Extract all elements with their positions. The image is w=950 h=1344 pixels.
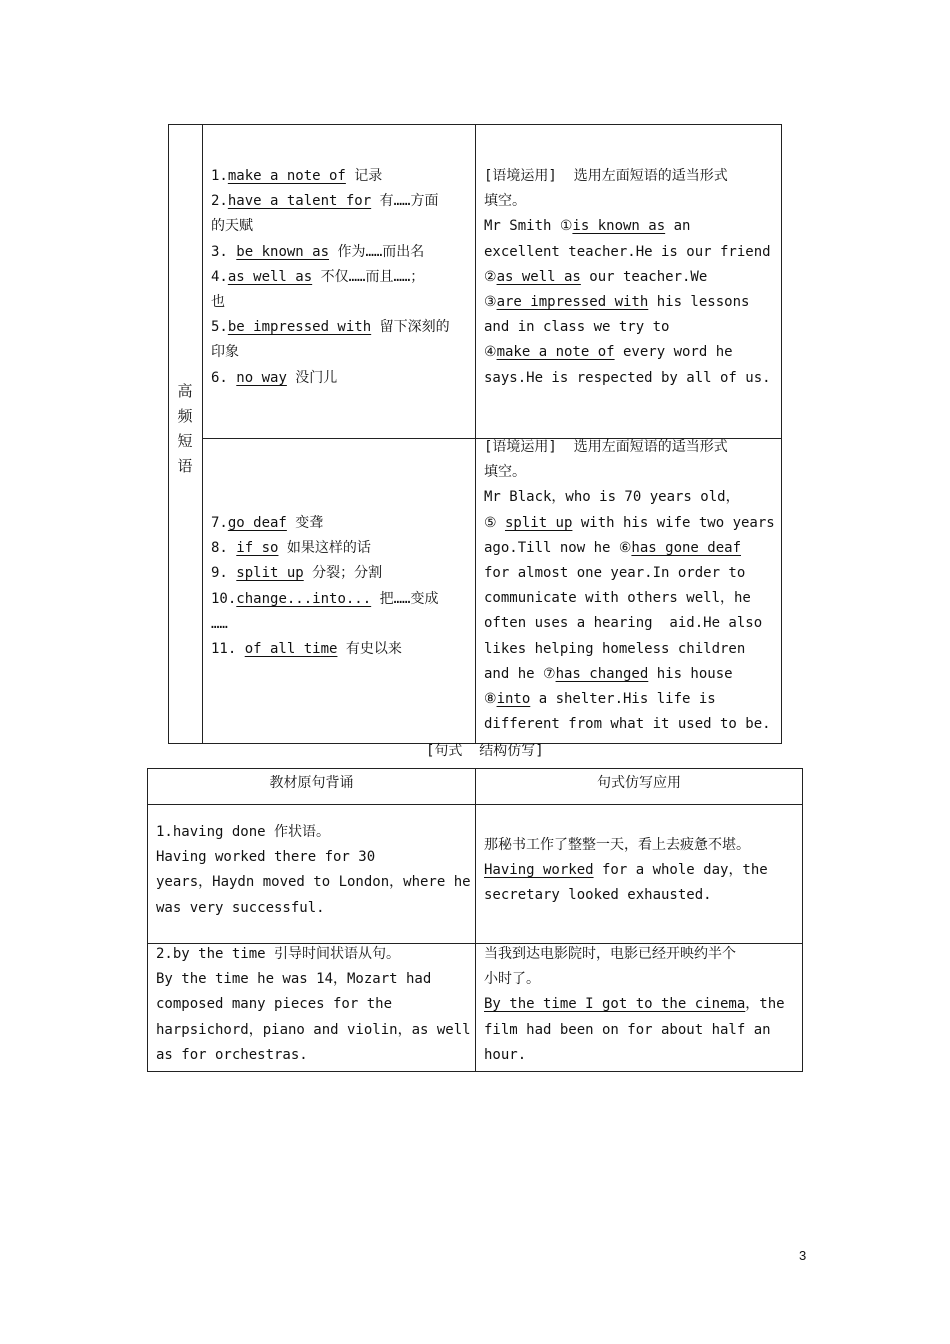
text-line: [484, 265, 707, 290]
answer-blank: is known as: [572, 218, 666, 235]
text-segment: 11.: [211, 641, 245, 657]
text-line: [484, 460, 526, 485]
text-line: [211, 637, 402, 662]
answer-blank: split up: [236, 565, 304, 582]
text-segment: 也: [211, 294, 225, 310]
text-segment: ，the: [745, 996, 785, 1013]
text-segment: communicate with others well，he: [484, 590, 751, 607]
text-segment: 记录: [345, 168, 383, 184]
text-segment: ⑧: [484, 691, 497, 707]
text-segment: hour.: [484, 1046, 527, 1063]
text-segment: often uses a hearing aid.He also: [484, 615, 763, 632]
text-segment: was very successful.: [156, 899, 325, 916]
text-segment: 小时了。: [484, 971, 540, 988]
text-segment: 10.: [211, 590, 237, 607]
text-segment: as for orchestras.: [156, 1046, 308, 1063]
text-line: [156, 992, 392, 1017]
text-line: [484, 586, 751, 611]
text-line: [484, 942, 736, 967]
answer-blank: By the time I got to the cinema: [484, 996, 746, 1013]
text-segment: composed many pieces for the: [156, 996, 393, 1013]
text-segment: 填空。: [484, 193, 526, 210]
text-line: [484, 833, 750, 858]
text-segment: 分裂；分割: [303, 565, 383, 582]
text-segment: ⑤: [484, 514, 505, 531]
text-segment: [语境运用] 选用左面短语的适当形式: [484, 168, 728, 184]
text-line: [211, 536, 371, 561]
text-segment: 2.by the time 引导时间状语从句。: [156, 946, 401, 962]
text-line: [156, 1043, 308, 1068]
answer-blank: as well as: [227, 268, 313, 285]
text-segment: secretary looked exhausted.: [484, 887, 712, 904]
text-segment: likes helping homeless children: [484, 640, 746, 657]
text-segment: Having worked there for 30: [156, 849, 376, 866]
text-segment: 3.: [211, 243, 237, 260]
text-line: [484, 290, 749, 315]
answer-blank: make a note of: [496, 344, 615, 361]
text-segment: 留下深刻的: [371, 319, 450, 336]
text-segment: Mr Black，who is 70 years old，: [484, 489, 740, 506]
text-segment: film had been on for about half an: [484, 1021, 771, 1038]
answer-blank: if so: [236, 540, 279, 557]
text-segment: 没门儿: [286, 369, 338, 386]
text-line: [484, 687, 716, 712]
text-segment: 不仅……而且……；: [312, 268, 425, 285]
text-line: [484, 611, 762, 636]
answer-blank: split up: [504, 514, 573, 531]
text-line: [211, 511, 323, 536]
answer-blank: be impressed with: [227, 319, 372, 336]
text-segment: 那秘书工作了整整一天，看上去疲惫不堪。: [484, 837, 750, 853]
answer-blank: are impressed with: [496, 294, 649, 310]
text-segment: years，Haydn moved to London，where he: [156, 874, 471, 891]
text-line: [484, 536, 741, 561]
text-line: [156, 1018, 471, 1043]
text-line: [211, 612, 228, 637]
text-line: [484, 637, 745, 662]
text-line: [484, 189, 526, 214]
answer-blank: change...into...: [236, 590, 372, 607]
text-line: [211, 315, 450, 340]
text-segment: an: [665, 218, 691, 235]
text-line: [484, 712, 771, 737]
text-segment: [语境运用] 选用左面短语的适当形式: [484, 439, 728, 455]
text-segment: 4.: [211, 268, 228, 285]
text-segment: 9.: [211, 565, 237, 582]
text-line: [211, 265, 424, 290]
text-segment: our teacher.We: [580, 268, 708, 285]
text-segment: 有史以来: [337, 641, 402, 657]
text-segment: 1.: [211, 168, 228, 184]
answer-blank: has gone deaf: [631, 539, 741, 556]
text-line: [484, 485, 740, 510]
header-right: 句式仿写应用: [597, 775, 681, 791]
text-segment: every word he: [614, 344, 733, 361]
text-line: [211, 189, 438, 214]
text-segment: 的天赋: [211, 218, 253, 235]
text-line: [484, 164, 728, 189]
text-segment: and he ⑦: [484, 665, 556, 682]
answer-blank: as well as: [496, 268, 581, 285]
text-line: [484, 858, 768, 883]
sentence-table-divider: [475, 768, 476, 1072]
text-segment: for a whole day，the: [593, 862, 768, 879]
text-line: [484, 366, 771, 391]
text-segment: ……: [211, 615, 228, 632]
text-segment: ago.Till now he ⑥: [484, 539, 632, 556]
text-segment: says.He is respected by all of us.: [484, 369, 771, 386]
text-line: [211, 366, 337, 391]
text-line: [211, 240, 424, 265]
answer-blank: of all time: [244, 641, 338, 657]
text-line: [484, 561, 745, 586]
text-segment: 6.: [211, 369, 237, 386]
answer-blank: Having worked: [484, 862, 594, 879]
text-line: [484, 511, 775, 536]
text-segment: with his wife two years: [572, 514, 775, 531]
text-line: [484, 967, 540, 992]
text-line: [484, 1043, 526, 1068]
text-line: [484, 240, 771, 265]
text-segment: 5.: [211, 319, 228, 336]
text-segment: 当我到达电影院时，电影已经开映约半个: [484, 946, 736, 962]
text-line: [211, 587, 438, 612]
text-line: [211, 340, 239, 365]
answer-blank: have a talent for: [227, 193, 372, 210]
text-line: [156, 942, 400, 967]
answer-blank: has changed: [555, 665, 649, 682]
phrase-table-divider: [202, 124, 203, 744]
text-line: [484, 340, 733, 365]
text-line: [156, 870, 471, 895]
text-segment: 1.having done 作状语。: [156, 824, 331, 840]
text-line: [484, 662, 733, 687]
text-line: [156, 896, 325, 921]
page-number: 3: [799, 1248, 807, 1263]
phrase-table-divider: [475, 124, 476, 744]
text-line: [211, 561, 382, 586]
answer-blank: make a note of: [227, 168, 346, 184]
text-line: [484, 1018, 771, 1043]
text-line: [484, 883, 712, 908]
text-line: [484, 214, 690, 239]
text-segment: Mr Smith ①: [484, 218, 573, 235]
answer-blank: no way: [236, 369, 287, 386]
text-segment: a shelter.His life is: [530, 691, 716, 707]
section-heading: [句式 结构仿写]: [426, 743, 544, 759]
text-segment: for almost one year.In order to: [484, 565, 746, 581]
text-line: [156, 845, 375, 870]
header-left: 教材原句背诵: [269, 775, 354, 791]
text-segment: 有……方面: [371, 193, 439, 210]
text-line: [211, 214, 253, 239]
text-segment: harpsichord，piano and violin，as well: [156, 1021, 471, 1038]
answer-blank: go deaf: [227, 515, 287, 531]
text-line: [211, 290, 225, 315]
text-segment: his house: [648, 665, 733, 682]
answer-blank: into: [496, 691, 531, 707]
text-segment: and in class we try to: [484, 319, 670, 336]
text-line: [156, 967, 431, 992]
text-segment: excellent teacher.He is our friend: [484, 243, 771, 260]
sentence-table-row-divider: [147, 804, 803, 805]
text-segment: 8.: [211, 540, 237, 557]
text-line: [484, 435, 728, 460]
text-segment: 如果这样的话: [278, 540, 371, 557]
text-segment: his lessons: [648, 294, 750, 310]
text-segment: different from what it used to be.: [484, 716, 771, 733]
text-line: [156, 820, 330, 845]
text-line: [484, 315, 669, 340]
text-segment: 变聋: [286, 515, 324, 531]
text-segment: 作为……而出名: [329, 243, 425, 260]
text-segment: ②: [484, 268, 497, 285]
text-segment: ③: [484, 294, 497, 310]
answer-blank: be known as: [236, 243, 330, 260]
text-line: [484, 992, 785, 1017]
text-segment: ④: [484, 344, 497, 361]
text-line: [211, 164, 382, 189]
side-label: 高频短语: [177, 382, 193, 475]
text-segment: 印象: [211, 344, 239, 361]
text-segment: By the time he was 14，Mozart had: [156, 971, 432, 988]
text-segment: 把……变成: [371, 590, 439, 607]
text-segment: 填空。: [484, 464, 526, 481]
text-segment: 2.: [211, 193, 228, 210]
text-segment: 7.: [211, 515, 228, 531]
